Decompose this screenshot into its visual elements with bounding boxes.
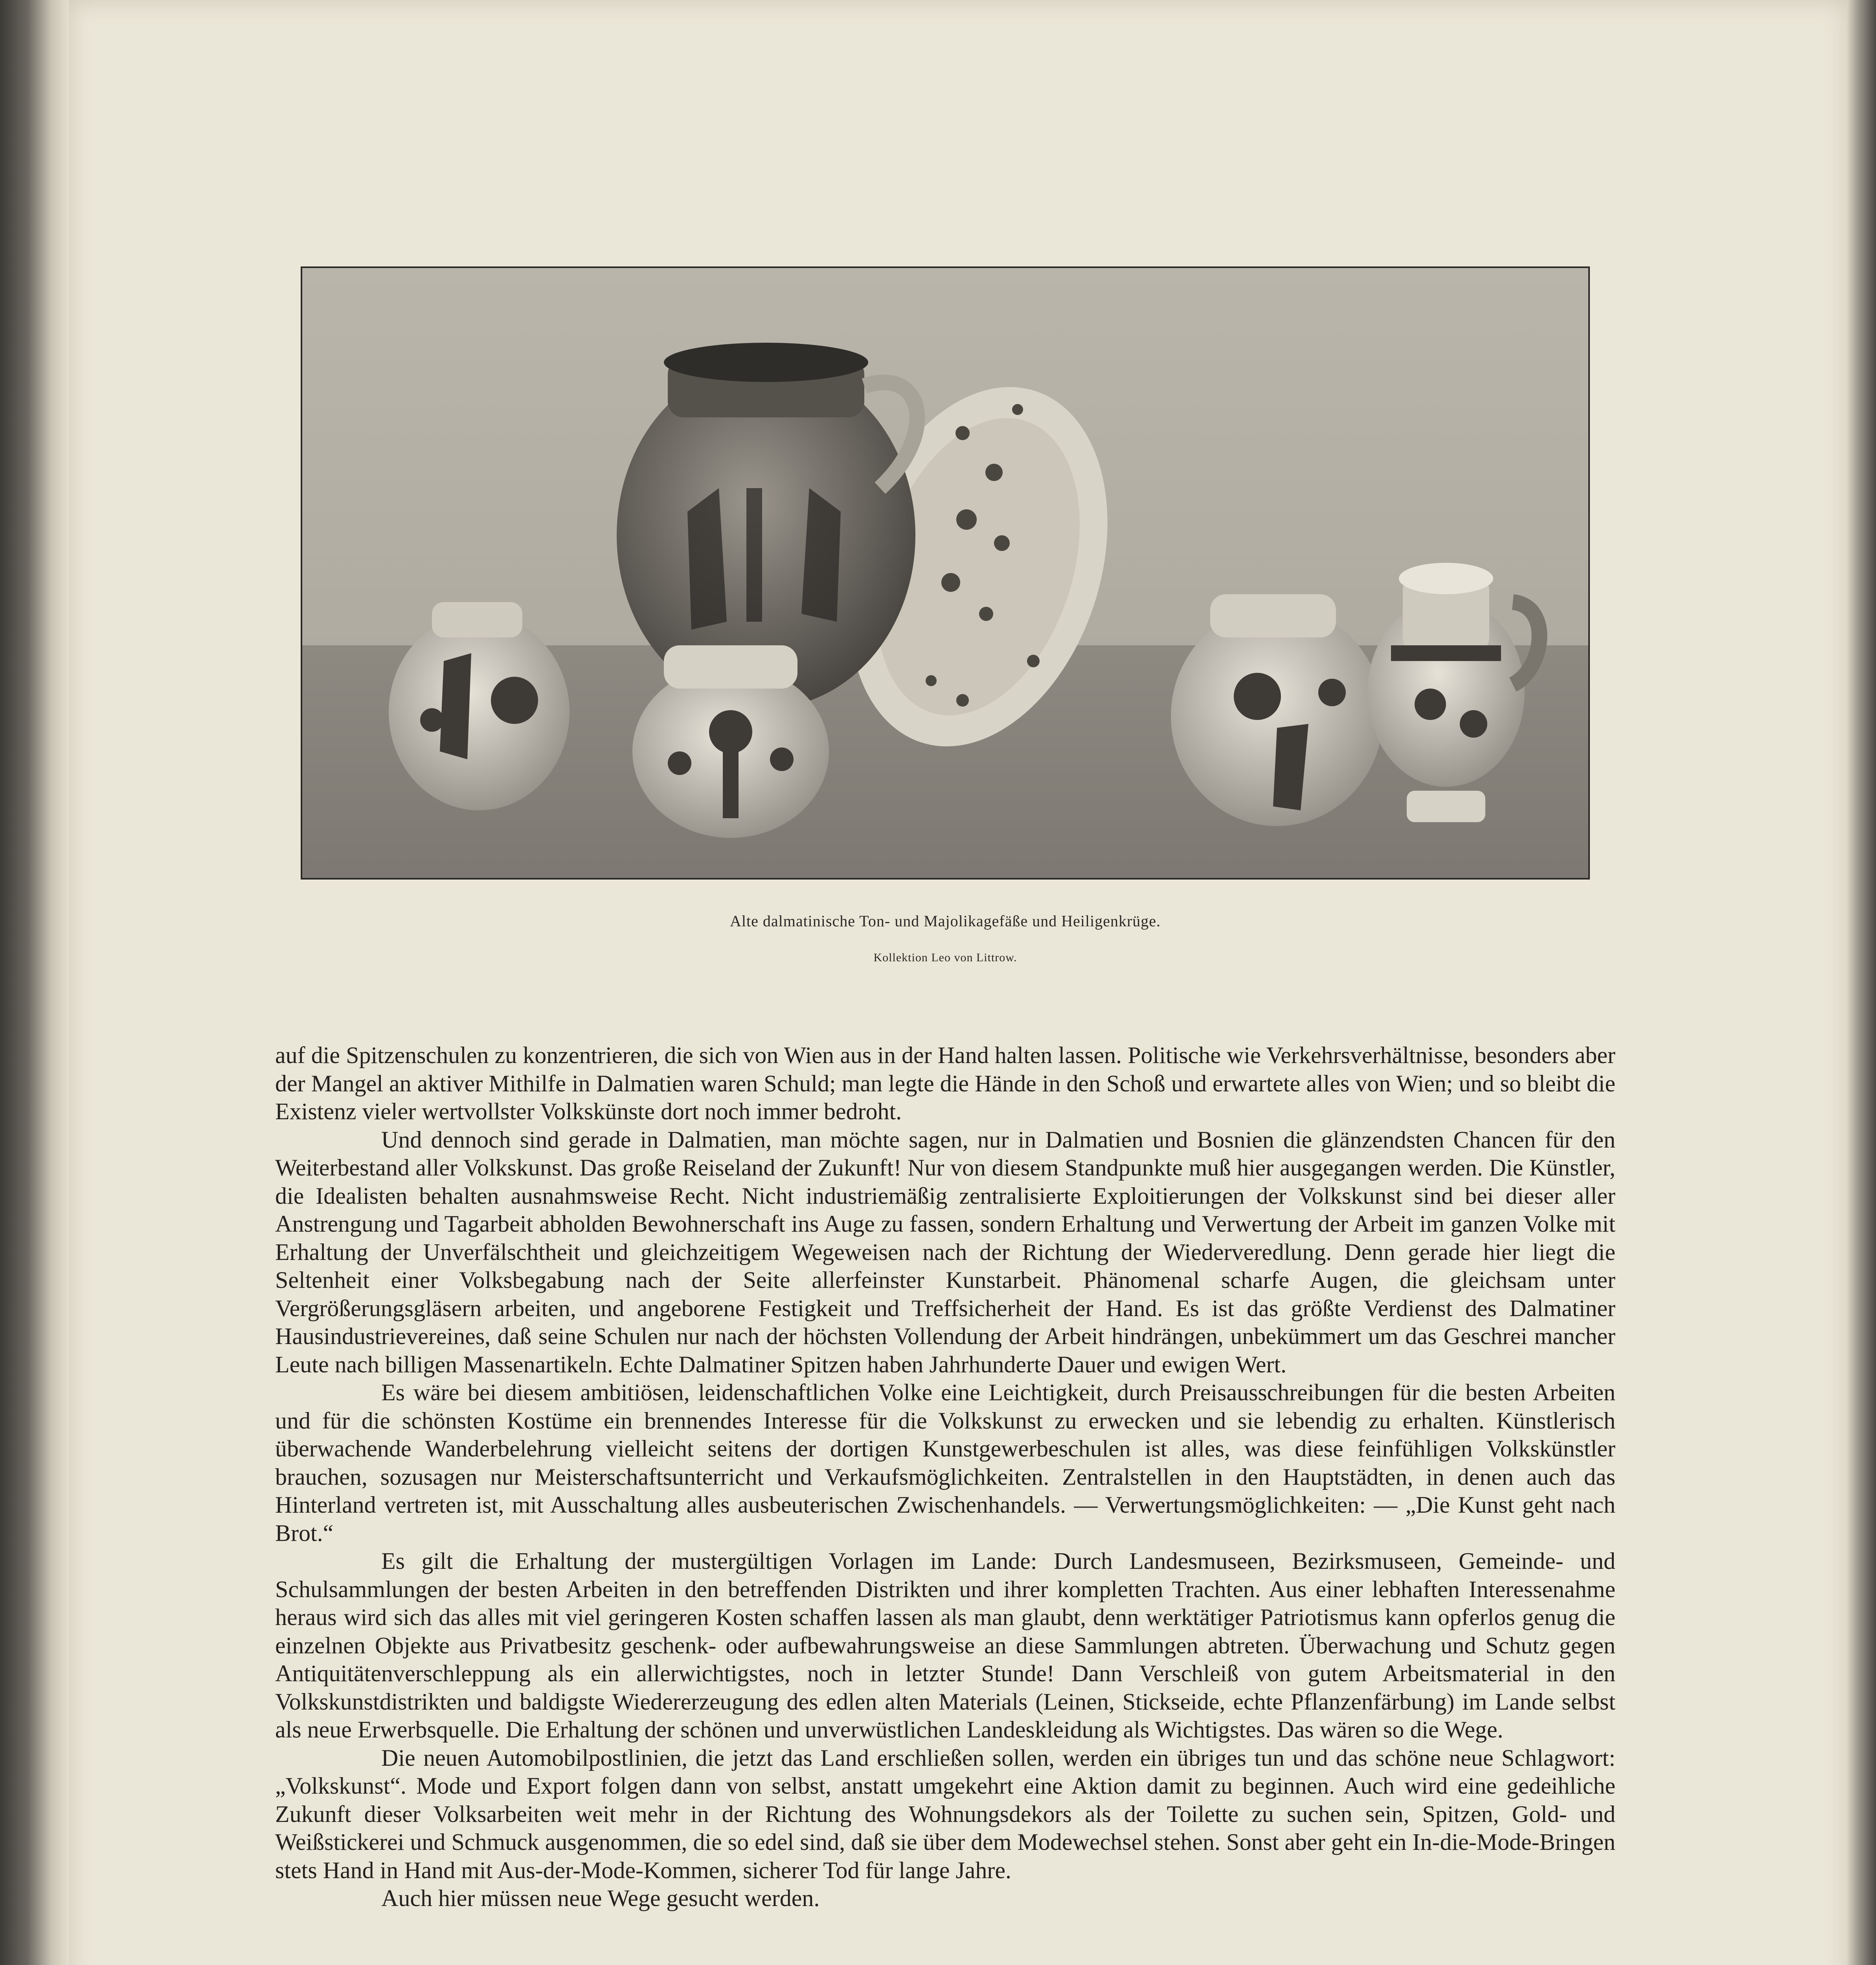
page-edge [1847, 0, 1876, 1965]
paragraph: Und dennoch sind gerade in Dalmatien, man möchte sagen, nur in Dalmatien und Bosnien die glänzendsten Chancen für den Weiterbestand aller Volkskunst. Das große Reiseland der Zukunft! Nur von diesem Standpunkte muß hier ausgegangen werden. Die Künstler, die Idealisten behalten ausnahmsweise Recht. Nicht industriemäßig zentralisierte Exploitierungen der Volkskunst sind bei dieser aller Anstrengung und Tagarbeit abholden Bewohnerschaft ins Auge zu fassen, sondern Erhaltung und Verwertung der Arbeit im ganzen Volke mit Erhaltung der Unverfälschtheit und gleichzeitigem Wegeweisen nach der Richtung der Wiederveredlung. Denn gerade hier liegt die Seltenheit einer Volksbegabung nach der Seite allerfeinster Kunstarbeit. Phänomenal scharfe Augen, die gleichsam unter Vergrößerungsgläsern arbeiten, und angeborene Festigkeit und Treffsicherheit der Hand. Es ist das größte Verdienst des Dalmatiner Hausindustrievereines, daß seine Schulen nur nach der höchsten Vollendung der Arbeit hindrängen, unbekümmert um das Geschrei mancher Leute nach billigen Massenartikeln. Echte Dalmatiner Spitzen haben Jahrhunderte Dauer und ewigen Wert. [275, 1126, 1615, 1377]
paragraph: auf die Spitzenschulen zu konzentrieren, die sich von Wien aus in der Hand halten lassen. Politische wie Verkehrsverhältnisse, besonders aber der Mangel an aktiver Mithilfe in Dalmatien waren Schuld; man legte die Hände in den Schoß und erwartete alles von Wien; und so bleibt die Existenz vieler wertvollster Volkskünste dort noch immer bedroht. [275, 1042, 1615, 1124]
pottery-photograph [301, 266, 1590, 880]
book-gutter [0, 0, 69, 1965]
figure-credit: Kollektion Leo von Littrow. [873, 951, 1017, 964]
paragraph: Es gilt die Erhaltung der mustergültigen Vorlagen im Lande: Durch Landesmuseen, Bezirksmuseen, Gemeinde- und Schulsammlungen der besten Arbeiten in den betreffenden Distrikten und ihrer kompletten Trachten. Aus einer lebhaften Interessenahme heraus wird sich das alles mit viel geringeren Kosten schaffen lassen als man glaubt, denn werktätiger Patriotismus kann opferlos genug die einzelnen Objekte aus Privatbesitz geschenk- oder aufbewahrungsweise an diese Sammlungen abtreten. Überwachung und Schutz gegen Antiquitätenverschleppung als ein allerwichtigstes, noch in letzter Stunde! Dann Verschleiß von gutem Arbeitsmaterial in den Volkskunstdistrikten und baldigste Wiedererzeugung des edlen alten Materials (Leinen, Stickseide, echte Pflanzenfärbung) im Lande selbst als neue Erwerbsquelle. Die Erhaltung der schönen und unverwüstlichen Landeskleidung als Wichtigstes. Das wären so die Wege. [275, 1548, 1615, 1743]
body-text [275, 1041, 1615, 1913]
paragraph: Die neuen Automobilpostlinien, die jetzt das Land erschließen sollen, werden ein übriges tun und das schöne neue Schlagwort: „Volkskunst“. Mode und Export folgen dann von selbst, anstatt umgekehrt eine Aktion damit zu beginnen. Auch wird eine gedeihliche Zukunft dieser Volksarbeiten weit mehr in der Richtung des Wohnungsdekors als der Toilette zu suchen sein, Spitzen, Gold- und Weißstickerei und Schmuck ausgenommen, die so edel sind, daß sie über dem Modewechsel stehen. Sonst aber geht ein In-die-Mode-Bringen stets Hand in Hand mit Aus-der-Mode-Kommen, sicherer Tod für lange Jahre. [275, 1745, 1615, 1883]
paragraph: Es wäre bei diesem ambitiösen, leidenschaftlichen Volke eine Leichtigkeit, durch Preisausschreibungen für die besten Arbeiten und für die schönsten Kostüme ein brennendes Interesse für die Volkskunst zu erwecken und sie lebendig zu erhalten. Künstlerisch überwachende Wanderbelehrung vielleicht seitens der dortigen Kunstgewerbeschulen ist alles, was diese feinfühligen Volkskünstler brauchen, sozusagen nur Meisterschaftsunterricht und Verkaufsmöglichkeiten. Zentralstellen in den Hauptstädten, in denen auch das Hinterland vertreten ist, mit Ausschaltung alles ausbeuterischen Zwischenhandels. — Verwertungsmöglichkeiten: — „Die Kunst geht nach Brot.“ [275, 1379, 1615, 1546]
figure-caption: Alte dalmatinische Ton- und Majolikagefäße und Heiligenkrüge. [729, 912, 1161, 930]
paragraph: Auch hier müssen neue Wege gesucht werden. [381, 1885, 820, 1911]
pottery-image [302, 268, 1588, 878]
